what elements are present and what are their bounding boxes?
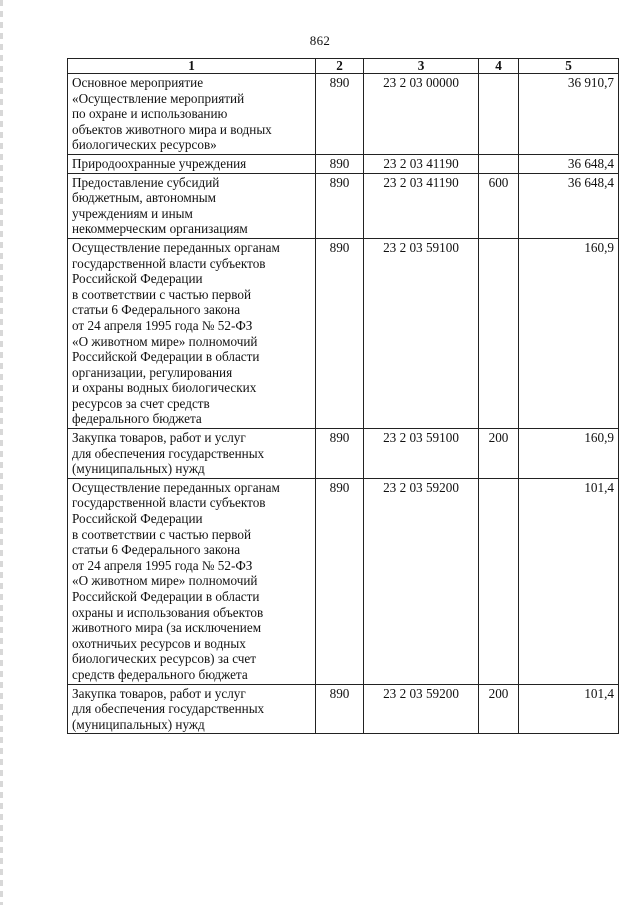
row-code-cell (364, 173, 479, 238)
table-row (68, 154, 619, 173)
row-amount-text: 36 648,4 (567, 174, 614, 190)
row-name-cell (68, 74, 316, 155)
row-name-text: Осуществление переданных органам государственной власти субъектов Российской Федерации в соответствии с частью первой статьи 6 Федерального закона от 24 апреля 1995 года № 52-ФЗ «О животном мире» полномочий Российской Федерации в области охраны и использования объектов животного мира (за исключением охотничьих ресурсов и водных биологических ресурсов) за счет средств федерального бюджета (72, 479, 280, 682)
row-amount-cell (519, 154, 619, 173)
row-amount-cell (519, 684, 619, 734)
row-grbs-text: 890 (329, 75, 350, 90)
row-amount-text: 160,9 (584, 239, 614, 255)
row-amount-text: 36 910,7 (567, 75, 614, 90)
row-grbs-text: 890 (329, 430, 350, 446)
row-amount-cell (519, 429, 619, 479)
table-header-row (68, 59, 619, 74)
row-name-text: Предоставление субсидий бюджетным, автономным учреждениям и иным некоммерческим организациям (72, 174, 248, 237)
row-amount-cell (519, 74, 619, 155)
table-row (68, 74, 619, 155)
row-grbs-text: 890 (329, 685, 350, 701)
row-type-cell (479, 429, 519, 479)
row-amount-text: 36 648,4 (567, 155, 614, 171)
row-name-cell (68, 684, 316, 734)
row-name-text: Закупка товаров, работ и услуг для обеспечения государственных (муниципальных) нужд (72, 430, 265, 477)
row-grbs-text: 890 (329, 174, 350, 190)
row-amount-text: 101,4 (584, 479, 614, 495)
row-amount-cell (519, 238, 619, 428)
row-code-cell (364, 684, 479, 734)
row-name-text: Осуществление переданных органам государственной власти субъектов Российской Федерации в соответствии с частью первой статьи 6 Федерального закона от 24 апреля 1995 года № 52-ФЗ «О животном мире» полномочий Российской Федерации в области организации, регулирования и охраны водных биологических ресурсов за счет средств федерального бюджета (72, 239, 280, 427)
row-code-cell (364, 238, 479, 428)
row-grbs-cell (316, 173, 364, 238)
header-col-5: 5 (519, 59, 619, 74)
row-amount-text: 160,9 (584, 430, 614, 446)
row-name-cell (68, 173, 316, 238)
row-grbs-cell (316, 478, 364, 684)
row-type-text: 200 (488, 430, 509, 446)
row-code-text: 23 2 03 59100 (383, 239, 459, 255)
row-grbs-cell (316, 154, 364, 173)
budget-table (67, 58, 619, 734)
page-number: 862 (309, 33, 331, 48)
row-code-text: 23 2 03 00000 (383, 75, 459, 90)
row-name-cell (68, 238, 316, 428)
row-name-text: Закупка товаров, работ и услуг для обеспечения государственных (муниципальных) нужд (72, 685, 265, 732)
row-grbs-text: 890 (329, 479, 350, 495)
row-type-cell (479, 684, 519, 734)
row-grbs-cell (316, 684, 364, 734)
header-col-1: 1 (68, 59, 316, 74)
row-name-text: Природоохранные учреждения (72, 155, 247, 171)
table-row (68, 429, 619, 479)
header-col-3: 3 (364, 59, 479, 74)
row-code-text: 23 2 03 41190 (383, 155, 459, 171)
row-grbs-cell (316, 74, 364, 155)
row-grbs-text: 890 (329, 155, 350, 171)
table-row (68, 238, 619, 428)
row-name-cell (68, 429, 316, 479)
row-code-cell (364, 429, 479, 479)
row-code-text: 23 2 03 59200 (383, 685, 459, 701)
row-grbs-cell (316, 238, 364, 428)
row-code-text: 23 2 03 59100 (383, 430, 459, 446)
scan-edge (0, 0, 3, 905)
header-col-4: 4 (479, 59, 519, 74)
row-name-cell (68, 154, 316, 173)
row-grbs-cell (316, 429, 364, 479)
row-type-cell (479, 154, 519, 173)
row-code-cell (364, 74, 479, 155)
header-col-2: 2 (316, 59, 364, 74)
row-amount-cell (519, 478, 619, 684)
row-type-text: 600 (488, 174, 509, 190)
table-row (68, 478, 619, 684)
row-code-cell (364, 154, 479, 173)
row-type-cell (479, 238, 519, 428)
table-row (68, 684, 619, 734)
row-amount-cell (519, 173, 619, 238)
row-grbs-text: 890 (329, 239, 350, 255)
row-type-text: 200 (488, 685, 509, 701)
row-amount-text: 101,4 (584, 685, 614, 701)
row-name-cell (68, 478, 316, 684)
row-code-text: 23 2 03 41190 (383, 174, 459, 190)
row-type-cell (479, 74, 519, 155)
row-code-cell (364, 478, 479, 684)
row-name-text: Основное мероприятие «Осуществление мероприятий по охране и использованию объектов животного мира и водных биологических ресурсов» (72, 75, 272, 153)
budget-table-body (68, 59, 619, 734)
row-type-cell (479, 478, 519, 684)
table-row (68, 173, 619, 238)
row-code-text: 23 2 03 59200 (383, 479, 459, 495)
row-type-cell (479, 173, 519, 238)
